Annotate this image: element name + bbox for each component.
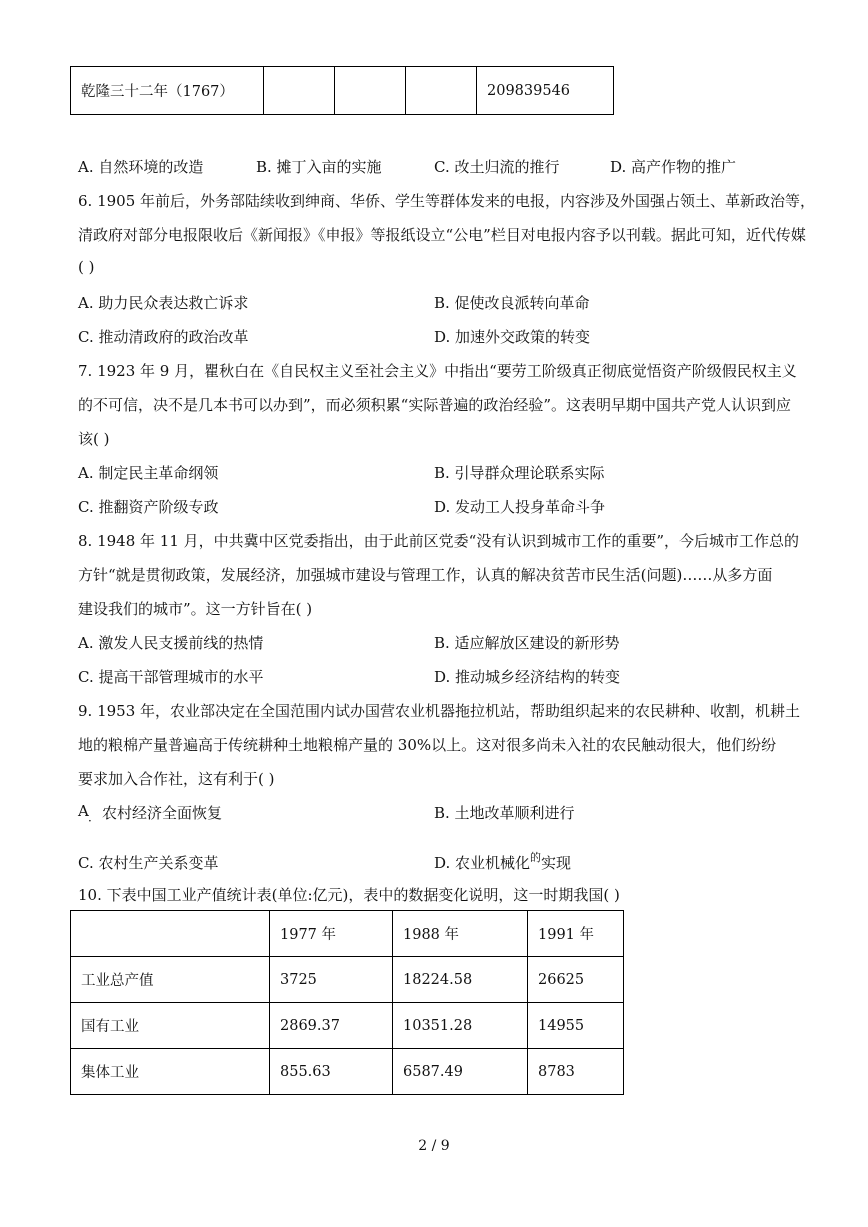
- q5-option-a: A. 自然环境的改造: [78, 158, 204, 176]
- q8-option-a: A. 激发人民支援前线的热情: [78, 634, 264, 652]
- q7-option-b: B. 引导群众理论联系实际: [434, 464, 605, 482]
- table-cell: 26625: [528, 957, 624, 1003]
- q8-option-c: C. 提高干部管理城市的水平: [78, 668, 264, 686]
- q5-option-b: B. 摊丁入亩的实施: [256, 158, 382, 176]
- q8-stem-line: 8. 1948 年 11 月，中共冀中区党委指出，由于此前区党委“没有认识到城市工作的重要”，今后城市工作总的: [78, 532, 799, 550]
- table-header-cell: [71, 911, 270, 957]
- q8-stem-line: 建设我们的城市”。这一方针旨在( ): [78, 600, 313, 618]
- q9-option-d: [434, 852, 571, 873]
- q9-stem-line: 地的粮棉产量普遍高于传统耕种土地粮棉产量的 30%以上。这对很多尚未入社的农民触动很大，他们纷纷: [78, 736, 777, 754]
- table-row: [71, 957, 624, 1003]
- table-row: [71, 67, 614, 115]
- q8-option-d: D. 推动城乡经济结构的转变: [434, 668, 621, 686]
- table-cell: 209839546: [477, 67, 614, 115]
- table-header-cell: 1991 年: [528, 911, 624, 957]
- q6-stem-line: ( ): [78, 258, 95, 276]
- table-row: [71, 1003, 624, 1049]
- q7-option-d: D. 发动工人投身革命斗争: [434, 498, 606, 516]
- q10-stem: 10. 下表中国工业产值统计表(单位:亿元)，表中的数据变化说明，这一时期我国( ): [78, 886, 620, 904]
- q6-option-a: A. 助力民众表达救亡诉求: [78, 294, 249, 312]
- q7-option-a: A. 制定民主革命纲领: [78, 464, 219, 482]
- q9-stem-line: 9. 1953 年，农业部决定在全国范围内试办国营农业机器拖拉机站，帮助组织起来的农民耕种、收割，机耕土: [78, 702, 801, 720]
- table-cell: 乾隆三十二年（1767）: [71, 67, 264, 115]
- table-cell: [264, 67, 335, 115]
- q9-option-b: B. 土地改革顺利进行: [434, 804, 575, 822]
- q5-option-c: C. 改土归流的推行: [434, 158, 560, 176]
- population-table: [70, 66, 614, 115]
- q9-option-d-post: 实现: [541, 854, 572, 872]
- table-cell: 国有工业: [71, 1003, 270, 1049]
- q9-option-a-letter: A: [78, 802, 89, 820]
- page-number: 2 / 9: [418, 1138, 450, 1154]
- table-cell: 3725: [270, 957, 393, 1003]
- table-cell: [335, 67, 406, 115]
- q9-option-a-dot: ·: [88, 814, 92, 828]
- q6-stem-line: 6. 1905 年前后，外务部陆续收到绅商、华侨、学生等群体发来的电报，内容涉及外国强占领土、革新政治等，: [78, 192, 816, 210]
- q7-stem-line: 的不可信，决不是几本书可以办到”，而必须积累“实际普遍的政治经验”。这表明早期中国共产党人认识到应: [78, 396, 792, 414]
- table-cell: 10351.28: [393, 1003, 528, 1049]
- table-row: [71, 1049, 624, 1095]
- table-header-cell: 1977 年: [270, 911, 393, 957]
- q7-stem-line: 该( ): [78, 430, 110, 448]
- table-cell: 855.63: [270, 1049, 393, 1095]
- table-cell: 6587.49: [393, 1049, 528, 1095]
- table-cell: [406, 67, 477, 115]
- q8-stem-line: 方针“就是贯彻政策，发展经济，加强城市建设与管理工作，认真的解决贫苦市民生活(问题)……从多方面: [78, 566, 773, 584]
- q6-option-d: D. 加速外交政策的转变: [434, 328, 591, 346]
- q6-option-c: C. 推动清政府的政治改革: [78, 328, 249, 346]
- industry-output-table: [70, 910, 624, 1095]
- table-cell: 工业总产值: [71, 957, 270, 1003]
- table-cell: 集体工业: [71, 1049, 270, 1095]
- table-cell: 18224.58: [393, 957, 528, 1003]
- q8-option-b: B. 适应解放区建设的新形势: [434, 634, 620, 652]
- q7-option-c: C. 推翻资产阶级专政: [78, 498, 219, 516]
- q9-option-d-sup: 的: [530, 851, 542, 864]
- table-cell: 8783: [528, 1049, 624, 1095]
- q7-stem-line: 7. 1923 年 9 月，瞿秋白在《自民权主义至社会主义》中指出“要劳工阶级真正彻底觉悟资产阶级假民权主义: [78, 362, 797, 380]
- table-cell: 2869.37: [270, 1003, 393, 1049]
- q6-option-b: B. 促使改良派转向革命: [434, 294, 590, 312]
- table-header-cell: 1988 年: [393, 911, 528, 957]
- table-cell: 14955: [528, 1003, 624, 1049]
- q6-stem-line: 清政府对部分电报限收后《新闻报》《申报》等报纸设立“公电”栏目对电报内容予以刊载。据此可知，近代传媒: [78, 226, 806, 244]
- q9-stem-line: 要求加入合作社，这有利于( ): [78, 770, 275, 788]
- q9-option-a: 农村经济全面恢复: [102, 804, 223, 822]
- q9-option-d-pre: D. 农业机械化: [434, 854, 531, 872]
- q9-option-c: C. 农村生产关系变革: [78, 854, 219, 872]
- q5-option-d: D. 高产作物的推广: [610, 158, 737, 176]
- table-row: [71, 911, 624, 957]
